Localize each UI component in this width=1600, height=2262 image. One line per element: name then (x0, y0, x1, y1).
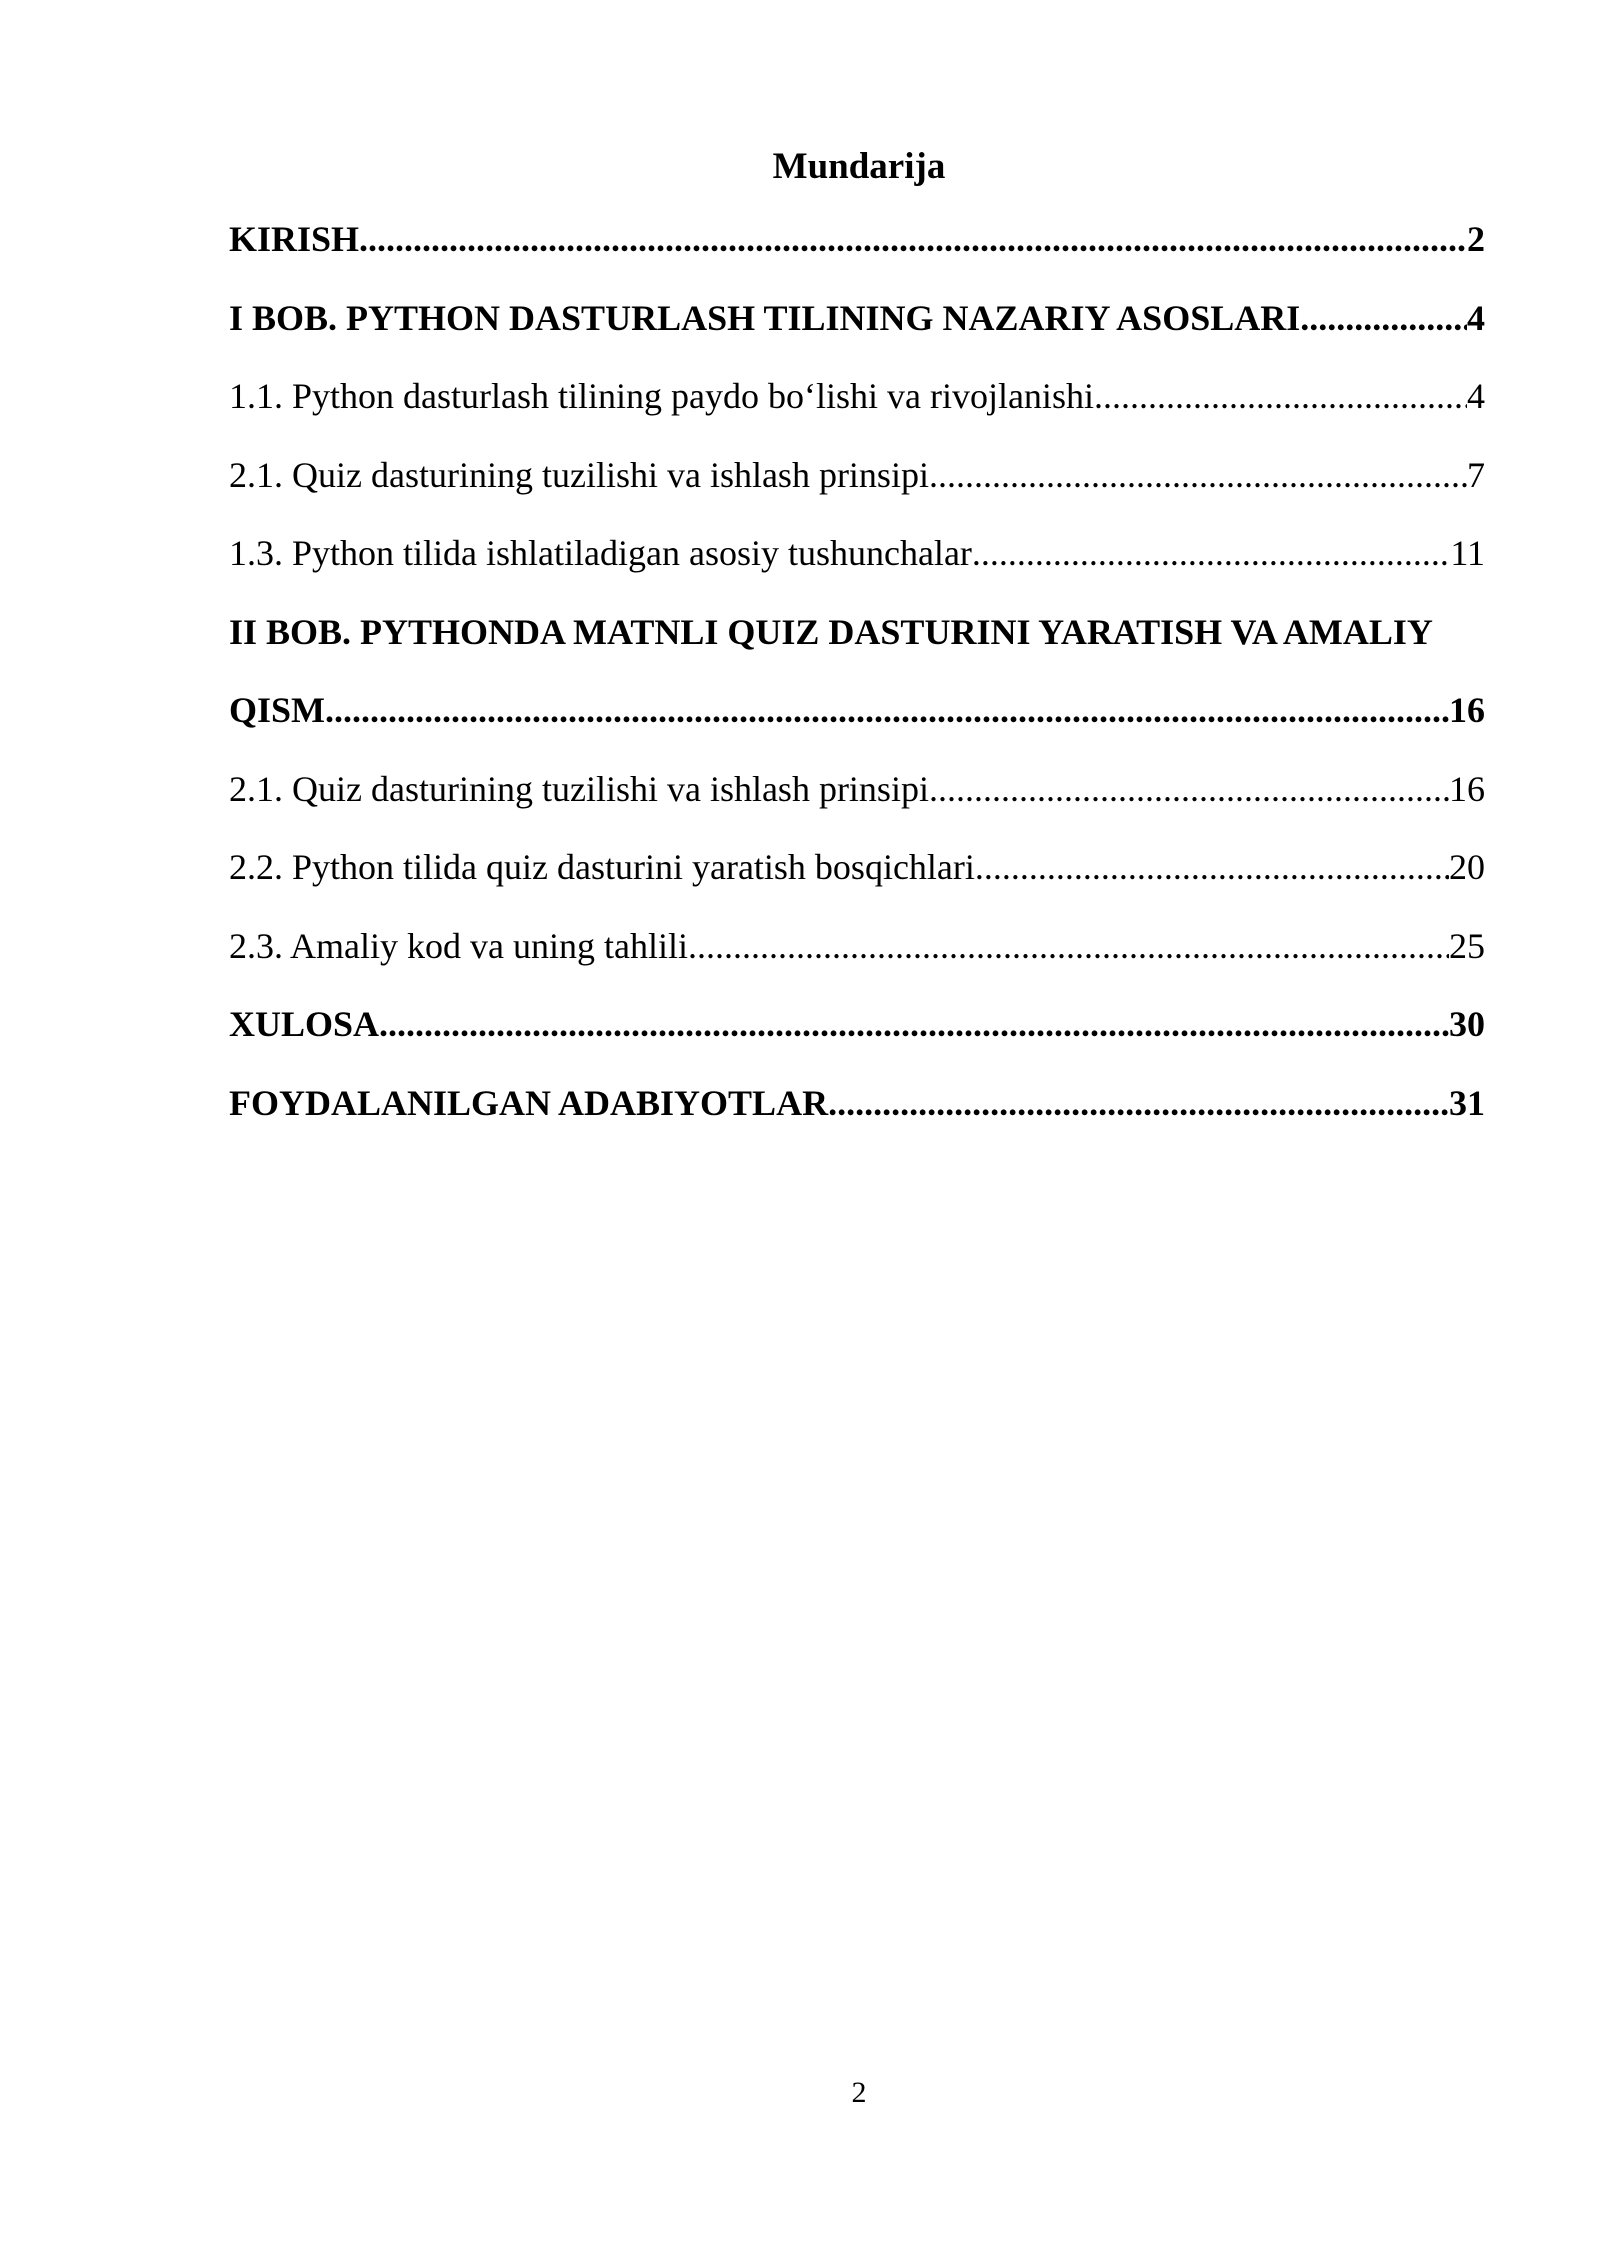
toc-leader-dots (975, 844, 1449, 890)
toc-leader-dots (325, 687, 1449, 733)
toc-entry-page: 20 (1449, 847, 1485, 887)
toc-entry-text: FOYDALANILGAN ADABIYOTLAR (229, 1082, 829, 1123)
toc-entry-text: XULOSA (229, 1004, 380, 1044)
toc-entry-page: 16 (1449, 768, 1485, 809)
toc-entry-text: 2.2. Python tilida quiz dasturini yaratish bosqichlari (229, 847, 975, 887)
toc-entry-text-line2: QISM (229, 690, 326, 730)
toc-leader-dots (972, 530, 1450, 576)
toc-entry-text: 2.3. Amaliy kod va uning tahlili (229, 925, 688, 966)
toc-title: Mundarija (772, 146, 946, 187)
toc-entry-section-1-1[interactable] (229, 373, 1485, 452)
toc-entry-page: 25 (1449, 925, 1485, 966)
toc-entry-text: 1.3. Python tilida ishlatiladigan asosiy tushunchalar (229, 533, 972, 573)
toc-entry-text: 1.1. Python dasturlash tilining paydo bo‘lishi va rivojlanishi (229, 376, 1094, 416)
toc-entry-section-2-2[interactable] (229, 844, 1485, 923)
toc-entry-chapter-2[interactable] (229, 609, 1485, 766)
toc-entry-text-line1: II BOB. PYTHONDA MATNLI QUIZ DASTURINI YARATISH VA AMALIY (229, 611, 1433, 652)
toc-entry-kirish[interactable] (229, 216, 1485, 295)
toc-entry-page: 16 (1449, 690, 1485, 730)
toc-entry-section-1-3[interactable] (229, 530, 1485, 609)
toc-entry-text: I BOB. PYTHON DASTURLASH TILINING NAZARIY ASOSLARI (229, 297, 1301, 338)
toc-entry-page: 2 (1467, 219, 1485, 259)
toc-leader-dots (379, 1001, 1449, 1047)
toc-entry-section-2-1[interactable] (229, 766, 1485, 845)
toc-entry-page: 4 (1467, 297, 1485, 338)
toc-entry-page: 30 (1449, 1004, 1485, 1044)
table-of-contents (229, 216, 1485, 1158)
toc-leader-dots (359, 216, 1467, 262)
toc-entry-page: 31 (1449, 1082, 1485, 1123)
toc-leader-dots (688, 923, 1449, 969)
toc-entry-section-2-3[interactable] (229, 923, 1485, 1002)
toc-leader-dots (929, 766, 1449, 812)
toc-entry-page: 11 (1450, 533, 1485, 573)
toc-entry-text: 2.1. Quiz dasturining tuzilishi va ishlash prinsipi (229, 768, 929, 809)
toc-entry-section-2-1-first[interactable] (229, 452, 1485, 531)
toc-entry-xulosa[interactable] (229, 1001, 1485, 1080)
toc-leader-dots (929, 452, 1467, 498)
toc-leader-dots (828, 1080, 1449, 1126)
toc-entry-chapter-1[interactable] (229, 295, 1485, 374)
page-number: 2 (851, 2076, 867, 2109)
toc-leader-dots (1300, 295, 1467, 341)
toc-leader-dots (1094, 373, 1467, 419)
toc-entry-text: 2.1. Quiz dasturining tuzilishi va ishlash prinsipi (229, 454, 929, 495)
toc-entry-page: 4 (1467, 376, 1485, 416)
toc-entry-text: KIRISH (229, 219, 360, 259)
toc-entry-page: 7 (1467, 454, 1485, 495)
toc-entry-references[interactable] (229, 1080, 1485, 1159)
